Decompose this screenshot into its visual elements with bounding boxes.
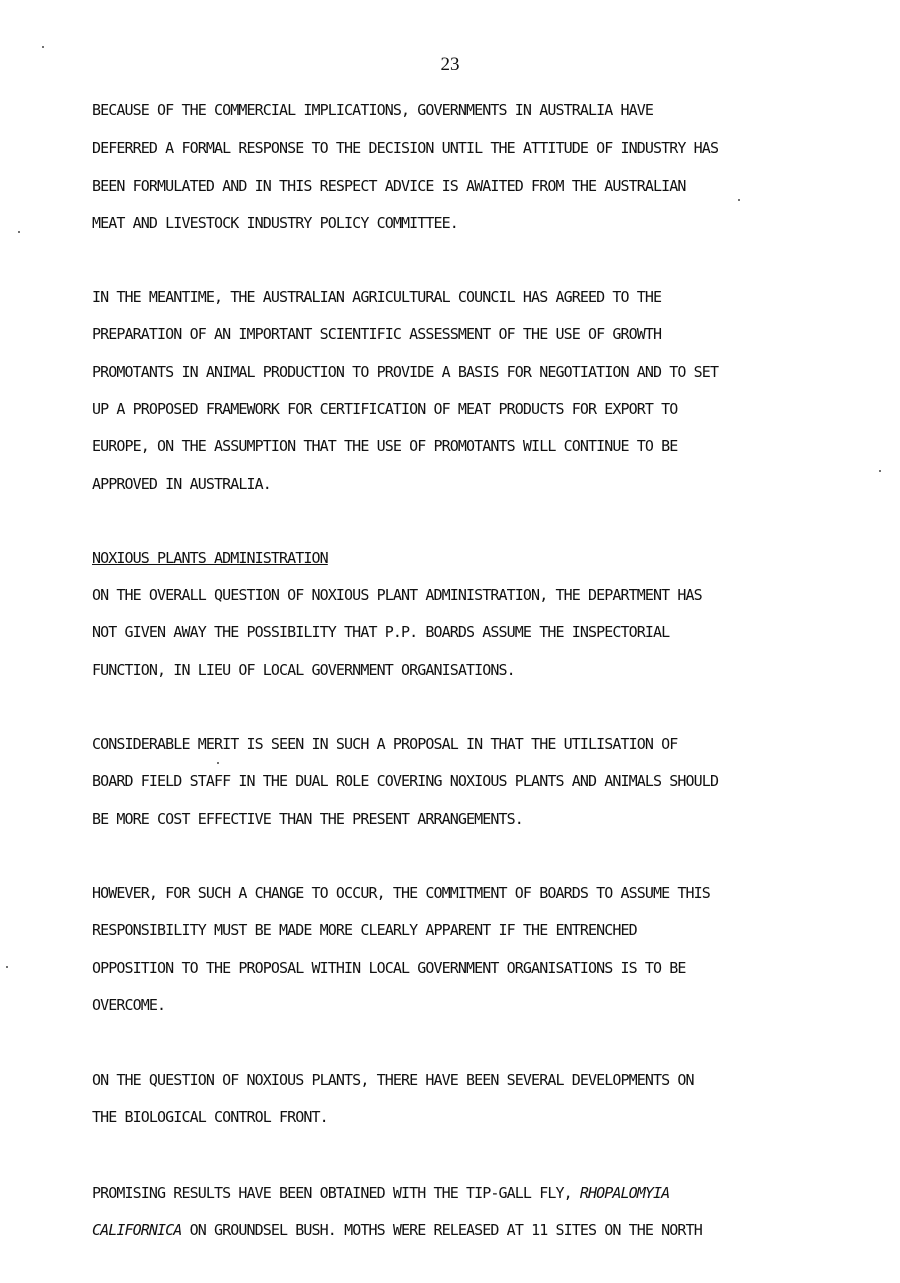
paragraph-7-line-1: [92, 1184, 669, 1202]
paragraph-3-line-3: FUNCTION, IN LIEU OF LOCAL GOVERNMENT ORGANISATIONS.: [92, 661, 515, 679]
paragraph-2-line-5: EUROPE, ON THE ASSUMPTION THAT THE USE OF PROMOTANTS WILL CONTINUE TO BE: [92, 437, 678, 455]
paragraph-5-line-1: HOWEVER, FOR SUCH A CHANGE TO OCCUR, THE COMMITMENT OF BOARDS TO ASSUME THIS: [92, 884, 710, 902]
paragraph-3-line-2: NOT GIVEN AWAY THE POSSIBILITY THAT P.P. BOARDS ASSUME THE INSPECTORIAL: [92, 623, 670, 641]
page-number: 23: [440, 54, 460, 75]
scan-speck: [879, 470, 881, 472]
paragraph-5-line-3: OPPOSITION TO THE PROPOSAL WITHIN LOCAL GOVERNMENT ORGANISATIONS IS TO BE: [92, 959, 686, 977]
scan-speck: [738, 199, 740, 201]
paragraph-4-line-3: BE MORE COST EFFECTIVE THAN THE PRESENT ARRANGEMENTS.: [92, 810, 523, 828]
paragraph-7-text: ON GROUNDSEL BUSH. MOTHS WERE RELEASED AT 11 SITES ON THE NORTH: [181, 1221, 702, 1239]
paragraph-2-line-6: APPROVED IN AUSTRALIA.: [92, 475, 271, 493]
paragraph-6-line-1: ON THE QUESTION OF NOXIOUS PLANTS, THERE HAVE BEEN SEVERAL DEVELOPMENTS ON: [92, 1071, 694, 1089]
scan-speck: [18, 231, 20, 233]
scan-speck: [217, 762, 219, 764]
species-name-italic: RHOPALOMYIA: [579, 1184, 670, 1202]
paragraph-5-line-4: OVERCOME.: [92, 996, 166, 1014]
scan-speck: [6, 966, 8, 968]
paragraph-4-line-1: CONSIDERABLE MERIT IS SEEN IN SUCH A PROPOSAL IN THAT THE UTILISATION OF: [92, 735, 678, 753]
paragraph-4-line-2: BOARD FIELD STAFF IN THE DUAL ROLE COVERING NOXIOUS PLANTS AND ANIMALS SHOULD: [92, 772, 719, 790]
scan-speck: [42, 46, 44, 48]
paragraph-5-line-2: RESPONSIBILITY MUST BE MADE MORE CLEARLY APPARENT IF THE ENTRENCHED: [92, 921, 637, 939]
paragraph-1-line-2: DEFERRED A FORMAL RESPONSE TO THE DECISION UNTIL THE ATTITUDE OF INDUSTRY HAS: [92, 139, 719, 157]
paragraph-6-line-2: THE BIOLOGICAL CONTROL FRONT.: [92, 1108, 328, 1126]
paragraph-2-line-4: UP A PROPOSED FRAMEWORK FOR CERTIFICATION OF MEAT PRODUCTS FOR EXPORT TO: [92, 400, 678, 418]
paragraph-2-line-3: PROMOTANTS IN ANIMAL PRODUCTION TO PROVIDE A BASIS FOR NEGOTIATION AND TO SET: [92, 363, 719, 381]
paragraph-2-line-1: IN THE MEANTIME, THE AUSTRALIAN AGRICULTURAL COUNCIL HAS AGREED TO THE: [92, 288, 662, 306]
paragraph-2-line-2: PREPARATION OF AN IMPORTANT SCIENTIFIC ASSESSMENT OF THE USE OF GROWTH: [92, 325, 662, 343]
paragraph-3-line-1: ON THE OVERALL QUESTION OF NOXIOUS PLANT ADMINISTRATION, THE DEPARTMENT HAS: [92, 586, 702, 604]
paragraph-1-line-4: MEAT AND LIVESTOCK INDUSTRY POLICY COMMITTEE.: [92, 214, 458, 232]
paragraph-7-text: PROMISING RESULTS HAVE BEEN OBTAINED WITH THE TIP-GALL FLY,: [92, 1184, 580, 1202]
paragraph-7-line-2: [92, 1221, 702, 1239]
paragraph-1-line-3: BEEN FORMULATED AND IN THIS RESPECT ADVICE IS AWAITED FROM THE AUSTRALIAN: [92, 177, 686, 195]
section-heading: NOXIOUS PLANTS ADMINISTRATION: [92, 549, 328, 567]
species-name-italic: CALIFORNICA: [92, 1221, 182, 1239]
paragraph-1-line-1: BECAUSE OF THE COMMERCIAL IMPLICATIONS, GOVERNMENTS IN AUSTRALIA HAVE: [92, 101, 654, 119]
